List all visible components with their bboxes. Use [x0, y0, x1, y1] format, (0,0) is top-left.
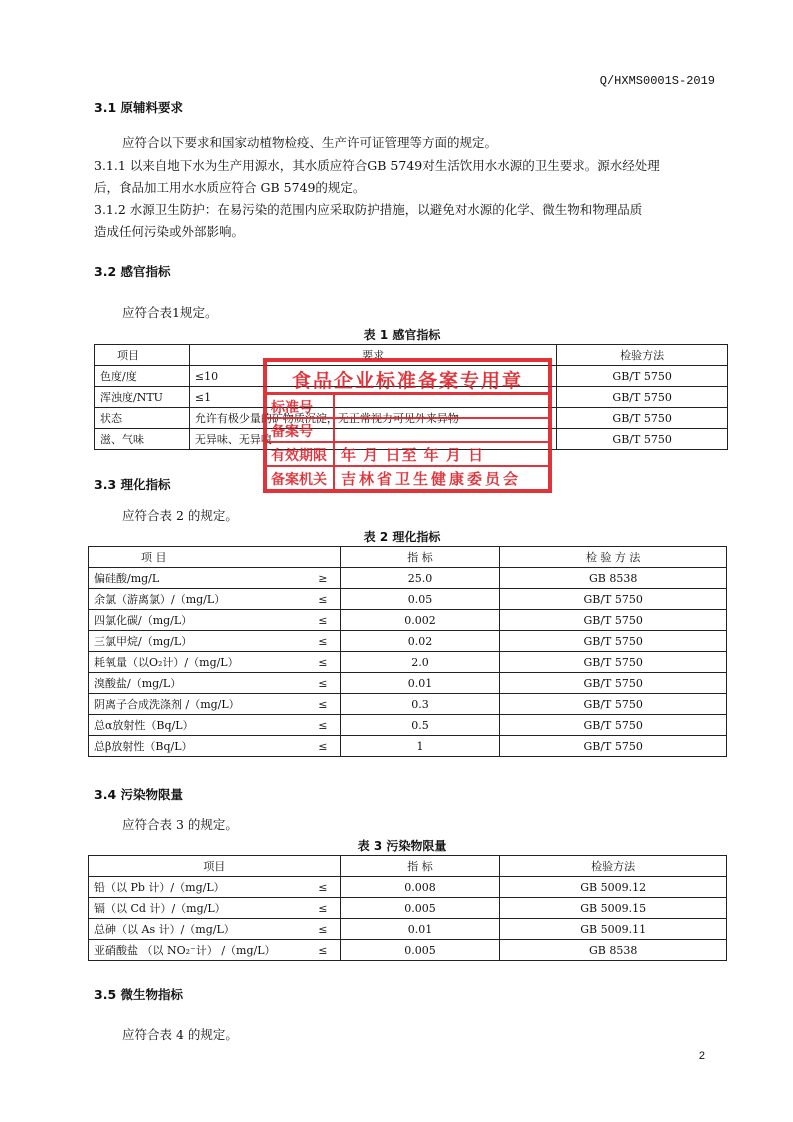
filing-stamp	[263, 358, 552, 493]
stamp-row-authority	[267, 467, 548, 489]
table-row	[89, 715, 727, 736]
section-3-1-para: 应符合以下要求和国家动植物检疫、生产许可证管理等方面的规定。	[122, 135, 498, 150]
cell-method: GB 8538	[500, 940, 727, 961]
cell-item: 浑浊度/NTU	[95, 387, 190, 408]
cell-operator: ≤	[306, 610, 340, 631]
cell-requirement: ≤1	[189, 387, 556, 408]
clause-3-1-2-line1: 3.1.2 水源卫生防护：在易污染的范围内应采取防护措施，以避免对水源的化学、微生物和物理品质	[94, 202, 643, 217]
cell-operator: ≤	[306, 589, 340, 610]
cell-value: 0.008	[340, 877, 500, 898]
cell-item: 镉（以 Cd 计）/（mg/L）	[89, 898, 307, 919]
cell-item: 三氯甲烷/（mg/L）	[89, 631, 307, 652]
section-3-3-heading: 3.3 理化指标	[94, 477, 171, 492]
table-1-caption: 表 1 感官指标	[363, 328, 441, 342]
cell-item: 四氯化碳/（mg/L）	[89, 610, 307, 631]
cell-method: GB/T 5750	[500, 631, 727, 652]
stamp-row-validity	[267, 443, 548, 467]
table-row	[89, 673, 727, 694]
cell-method: GB/T 5750	[500, 673, 727, 694]
cell-operator: ≤	[306, 715, 340, 736]
cell-item: 状态	[95, 408, 190, 429]
table-row	[89, 919, 727, 940]
table-3-caption: 表 3 污染物限量	[357, 839, 447, 853]
stamp-label: 有效期限	[271, 448, 327, 464]
header-item: 项目	[95, 345, 190, 366]
cell-value: 0.05	[340, 589, 500, 610]
page-number: 2	[698, 1050, 705, 1062]
cell-method: GB/T 5750	[557, 429, 728, 450]
stamp-value: 年 月 日至 年 月 日	[341, 446, 485, 464]
stamp-label: 标准号	[271, 400, 313, 416]
cell-value: 25.0	[340, 568, 500, 589]
cell-method: GB/T 5750	[557, 408, 728, 429]
cell-method: GB 5009.12	[500, 877, 727, 898]
cell-value: 0.3	[340, 694, 500, 715]
cell-value: 0.005	[340, 898, 500, 919]
cell-requirement: 无异味、无异嗅	[189, 429, 556, 450]
section-3-2-heading: 3.2 感官指标	[94, 264, 171, 279]
cell-method: GB/T 5750	[500, 715, 727, 736]
table-row	[89, 877, 727, 898]
cell-value: 1	[340, 736, 500, 757]
cell-operator: ≤	[306, 877, 340, 898]
stamp-label: 备案号	[271, 424, 313, 440]
cell-operator: ≤	[306, 673, 340, 694]
cell-method: GB/T 5750	[500, 589, 727, 610]
table-row	[89, 610, 727, 631]
cell-item: 偏硅酸/mg/L	[89, 568, 307, 589]
cell-operator: ≤	[306, 631, 340, 652]
cell-method: GB/T 5750	[500, 736, 727, 757]
cell-operator: ≥	[306, 568, 340, 589]
section-3-4-para: 应符合表 3 的规定。	[122, 817, 238, 832]
header-requirement: 要求	[189, 345, 556, 366]
header-method: 检 验 方 法	[500, 547, 727, 568]
table-row	[89, 940, 727, 961]
cell-item: 色度/度	[95, 366, 190, 387]
stamp-value: 吉林省卫生健康委员会	[341, 470, 522, 488]
stamp-row-standard-no	[267, 395, 548, 419]
section-3-1-heading: 3.1 原辅料要求	[94, 100, 183, 115]
stamp-row-filing-no	[267, 419, 548, 443]
cell-value: 0.002	[340, 610, 500, 631]
header-value: 指 标	[340, 547, 500, 568]
table-2-physicochemical	[88, 546, 727, 757]
cell-item: 铅（以 Pb 计）/（mg/L）	[89, 877, 307, 898]
cell-value: 2.0	[340, 652, 500, 673]
cell-value: 0.01	[340, 673, 500, 694]
cell-item: 阴离子合成洗涤剂 /（mg/L）	[89, 694, 307, 715]
clause-3-1-1-line2: 后，食品加工用水水质应符合 GB 5749的规定。	[94, 180, 366, 195]
cell-item: 溴酸盐/（mg/L）	[89, 673, 307, 694]
clause-3-1-1-line1: 3.1.1 以来自地下水为生产用源水，其水质应符合GB 5749对生活饮用水水源的卫生要求。源水经处理	[94, 158, 660, 173]
section-3-2-para: 应符合表1规定。	[122, 305, 218, 320]
header-method: 检验方法	[500, 856, 727, 877]
cell-method: GB/T 5750	[500, 610, 727, 631]
table-header-row	[89, 856, 727, 877]
cell-operator: ≤	[306, 694, 340, 715]
cell-value: 0.5	[340, 715, 500, 736]
table-header-row	[89, 547, 727, 568]
table-row	[89, 898, 727, 919]
cell-value: 0.02	[340, 631, 500, 652]
section-3-5-para: 应符合表 4 的规定。	[122, 1027, 238, 1042]
clause-3-1-2-line2: 造成任何污染或外部影响。	[94, 224, 245, 239]
cell-requirement: 允许有极少量的矿物质沉淀，无正常视力可见外来异物	[189, 408, 556, 429]
stamp-label: 备案机关	[271, 472, 327, 488]
cell-method: GB/T 5750	[500, 694, 727, 715]
cell-method: GB/T 5750	[557, 387, 728, 408]
table-row	[89, 652, 727, 673]
cell-method: GB/T 5750	[500, 652, 727, 673]
table-row	[89, 568, 727, 589]
cell-operator: ≤	[306, 898, 340, 919]
cell-operator: ≤	[306, 736, 340, 757]
header-method: 检验方法	[557, 345, 728, 366]
cell-item: 亚硝酸盐 （以 NO₂⁻计） /（mg/L）	[89, 940, 307, 961]
cell-method: GB/T 5750	[557, 366, 728, 387]
cell-value: 0.005	[340, 940, 500, 961]
cell-value: 0.01	[340, 919, 500, 940]
header-value: 指 标	[340, 856, 500, 877]
table-row	[89, 631, 727, 652]
section-3-5-heading: 3.5 微生物指标	[94, 987, 183, 1002]
cell-item: 滋、气味	[95, 429, 190, 450]
cell-item: 余氯（游离氯）/（mg/L）	[89, 589, 307, 610]
table-row	[89, 589, 727, 610]
header-item: 项 目	[89, 547, 341, 568]
table-row	[89, 736, 727, 757]
table-3-contaminants	[88, 855, 727, 961]
document-number: Q/HXMS0001S-2019	[599, 74, 715, 88]
cell-item: 总砷（以 As 计）/（mg/L）	[89, 919, 307, 940]
cell-operator: ≤	[306, 652, 340, 673]
cell-method: GB 5009.15	[500, 898, 727, 919]
header-item: 项目	[89, 856, 341, 877]
cell-method: GB 5009.11	[500, 919, 727, 940]
cell-item: 耗氧量（以O₂计）/（mg/L）	[89, 652, 307, 673]
section-3-3-para: 应符合表 2 的规定。	[122, 508, 238, 523]
table-2-caption: 表 2 理化指标	[363, 530, 441, 544]
cell-item: 总β放射性（Bq/L）	[89, 736, 307, 757]
cell-item: 总α放射性（Bq/L）	[89, 715, 307, 736]
cell-operator: ≤	[306, 940, 340, 961]
table-row	[89, 694, 727, 715]
stamp-title: 食品企业标准备案专用章	[267, 366, 548, 395]
section-3-4-heading: 3.4 污染物限量	[94, 787, 183, 802]
cell-requirement: ≤10	[189, 366, 556, 387]
cell-operator: ≤	[306, 919, 340, 940]
cell-method: GB 8538	[500, 568, 727, 589]
